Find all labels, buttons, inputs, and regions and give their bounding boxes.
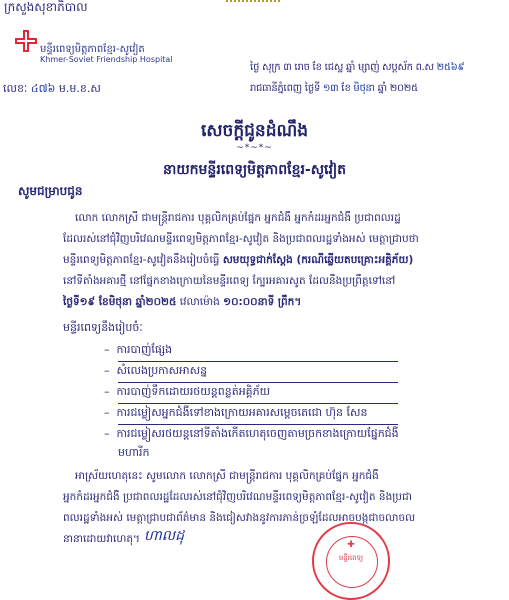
ref-label: លេខៈ — [3, 82, 28, 95]
reference-number — [3, 82, 101, 98]
date-month: មិថុនា — [353, 83, 375, 94]
document-subject: នាយកមន្ទីរពេទ្យមិត្តភាពខ្មែរ-សូវៀត — [163, 162, 346, 178]
lunar-year: ២៥៦៩ — [436, 62, 465, 73]
underline — [118, 382, 398, 383]
date-day: ១៣ — [322, 83, 339, 94]
stamp-text: មន្ទីរពេទ្យ — [338, 554, 364, 562]
ref-number-value: ៤៧៦ — [30, 82, 56, 95]
list-item: – ការជម្លៀសអ្នកជំងឺទៅខាងក្រោយអគារសម្តេចតេជោ ហ៊ុន សែន — [104, 406, 368, 419]
body-line: នៅទីតាំងអគារថ្មី នៅផ្នែកខាងក្រោយនៃមន្ទីរពេទ្យ ក្បែរអគារសូត ដែលនឹងប្រព្រឹត្តទៅនៅ — [63, 275, 396, 287]
body-line: ដែលរស់នៅជុំវិញបរិវេណមន្ទីរពេទ្យមិត្តភាពខ្មែរ-សូវៀត និងប្រជាពលរដ្ឋទាំងអស់ មេត្តាជ្រាបថា — [63, 233, 419, 245]
ref-code: ម.ម.ខ.ស — [58, 82, 101, 95]
official-stamp — [312, 522, 390, 600]
closing-line: អាស្រ័យហេតុនេះ សូមលោក លោកស្រី ជាមន្ត្រីរាជការ បុគ្គលិកគ្រប់ផ្នែក អ្នកជំងឺ — [75, 470, 379, 482]
recipient-line: សូមជម្រាបជូន — [18, 184, 83, 198]
list-item: – ការបាញ់ផ្សែង — [104, 343, 173, 356]
hospital-name-english: Khmer-Soviet Friendship Hospital — [40, 55, 173, 64]
decorative-dotted-line — [226, 0, 280, 2]
list-item: – ការជម្លៀសរថយន្តនៅទីតាំងកើតហេតុចេញតាមច្រកខាងក្រោយផ្នែកជំងឺ — [104, 427, 399, 440]
document-title: សេចក្តីជូនដំណឹង — [200, 121, 309, 141]
lunar-date-text: ថ្ងៃ សុក្រ ៣ រោច ខែ ជេស្ឋ ឆ្នាំ ម្សាញ់ សប្តស័ក ព.ស — [250, 62, 437, 73]
date-mid: ខែ — [338, 83, 354, 94]
lunar-date — [250, 60, 464, 75]
body-line: លោក លោកស្រី ជាមន្ត្រីរាជការ បុគ្គលិកគ្រប់ផ្នែក អ្នកជំងឺ អ្នកកំដរអ្នកជំងឺ ប្រជាពលរដ្ឋ — [75, 212, 401, 224]
list-item: – ការបាញ់ទឹកដោយរថយន្តពន្លត់អគ្គិភ័យ — [104, 385, 271, 398]
handwritten-signature: ហាលដុ — [144, 528, 184, 544]
closing-line: នានាដោយវាហេតុ។ — [63, 533, 140, 545]
underline — [118, 361, 398, 362]
underline — [118, 424, 398, 425]
closing-line: អ្នកកំដរអ្នកជំងឺ ប្រជាពលរដ្ឋដែលរស់នៅជុំវិញបរិវេណមន្ទីរពេទ្យមិត្តភាពខ្មែរ-សូវៀត និងប្រជា — [63, 491, 413, 503]
body-line: ថ្ងៃទី១៩ ខែមិថុនា ឆ្នាំ២០២៥ វេលាម៉ោង ១០:០០នាទី ព្រឹក។ — [63, 296, 302, 308]
stamp-cross-icon: ✚ — [347, 540, 355, 550]
list-item-continuation: មហារីក — [118, 446, 150, 459]
hospital-logo-icon — [15, 30, 37, 52]
hospital-name-khmer: មន្ទីរពេទ្យមិត្តភាពខ្មែរ-សូវៀត — [40, 44, 145, 55]
date-suffix: ឆ្នាំ ២០២៥ — [374, 83, 418, 94]
ministry-name: ក្រសួងសុខាភិបាល — [4, 0, 88, 14]
closing-line: ពលរដ្ឋទាំងអស់ មេត្តាជ្រាបជាព័ត៌មាន និងជៀសវាងនូវការភាន់ច្រឡំដែលអាចបង្កជាចលាចល — [63, 512, 416, 524]
underline — [118, 403, 398, 404]
title-ornament: ~*~*~ — [236, 143, 273, 153]
list-intro: មន្ទីរពេទ្យនឹងរៀបចំៈ — [63, 321, 143, 334]
solar-date — [250, 81, 418, 96]
body-line: មន្ទីរពេទ្យមិត្តភាពខ្មែរ-សូវៀតនឹងរៀបចំធ្វើ សមយុទ្ធជាក់ស្តែង (ករណីឆ្លើយតបគ្រោះអគ្គិភ័យ) — [63, 254, 414, 266]
list-item: – សំលេងប្រកាសអាសន្ន — [104, 364, 208, 377]
date-prefix: រាជធានីភ្នំពេញ ថ្ងៃទី — [250, 83, 323, 94]
